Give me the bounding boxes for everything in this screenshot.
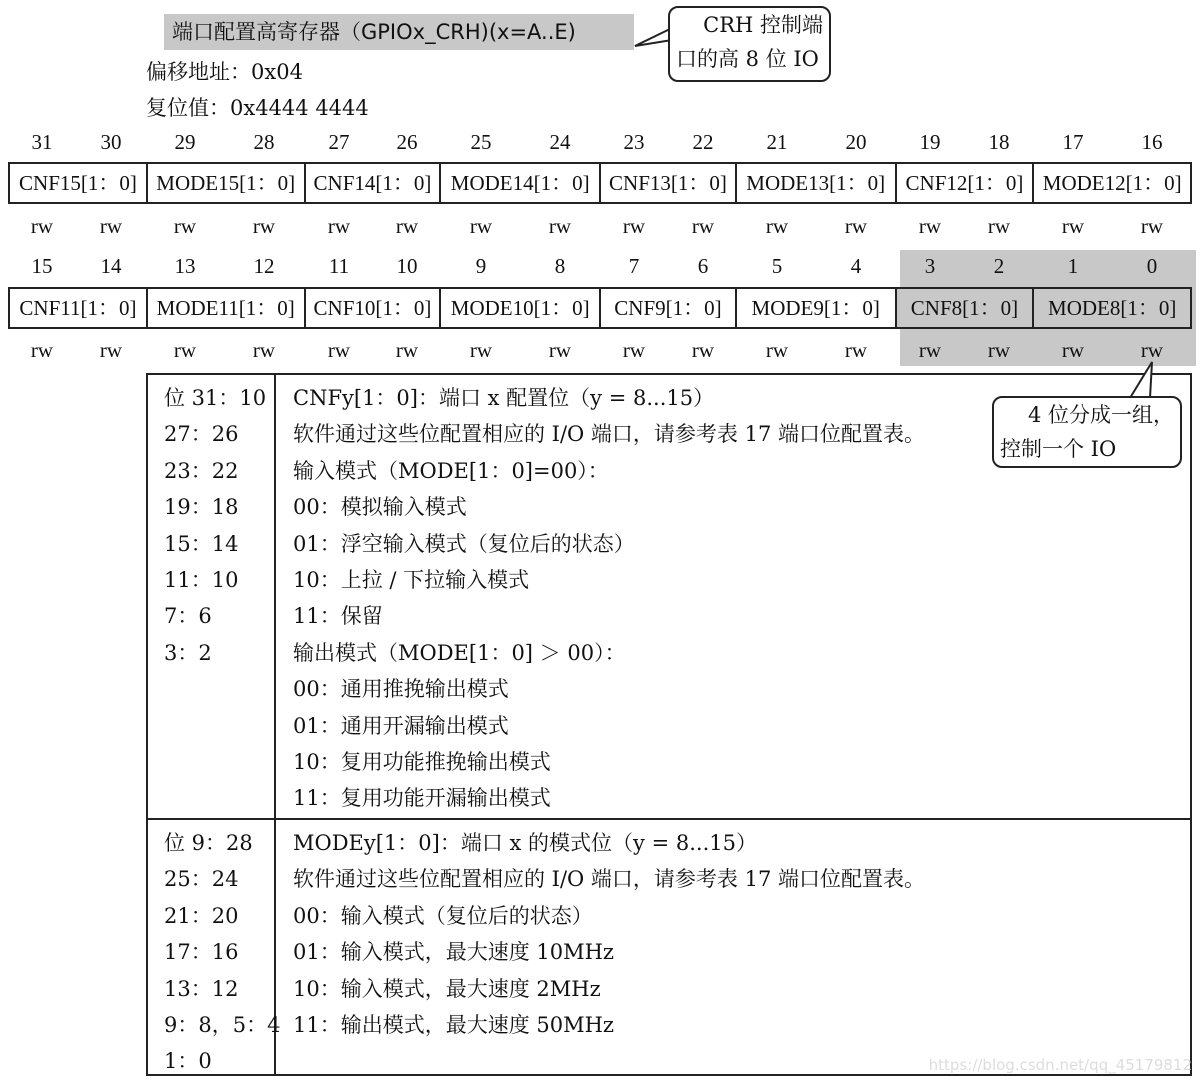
access-rw: rw xyxy=(469,214,493,238)
bit-number: 26 xyxy=(396,130,418,154)
description-line: 10：上拉 / 下拉输入模式 xyxy=(293,567,530,592)
register-field: MODE9[1：0] xyxy=(737,289,897,327)
bit-range: 9：8，5：4 xyxy=(164,1012,281,1037)
bit-number: 27 xyxy=(328,130,350,154)
bit-range: 11：10 xyxy=(164,567,239,592)
access-rw: rw xyxy=(548,214,572,238)
callout-line: 4 位分成一组， xyxy=(1027,403,1174,427)
access-rw: rw xyxy=(469,338,493,362)
bit-number: 22 xyxy=(692,130,714,154)
bit-number: 2 xyxy=(993,254,1005,278)
access-rw: rw xyxy=(844,338,868,362)
bit-range: 1：0 xyxy=(164,1049,212,1074)
bit-number: 31 xyxy=(31,130,53,154)
bit-number: 4 xyxy=(850,254,862,278)
mode-section xyxy=(148,820,1190,1074)
register-field: MODE11[1：0] xyxy=(148,289,306,327)
callout-group xyxy=(992,396,1182,468)
bit-number: 14 xyxy=(100,254,122,278)
access-rw: rw xyxy=(395,214,419,238)
access-rw: rw xyxy=(548,338,572,362)
access-rw: rw xyxy=(918,214,942,238)
access-rw: rw xyxy=(1140,214,1164,238)
bit-number: 15 xyxy=(31,254,53,278)
description-line: 00：输入模式（复位后的状态） xyxy=(293,903,593,928)
bit-range: 13：12 xyxy=(164,976,239,1001)
callout-line: 控制一个 IO xyxy=(1000,437,1117,461)
bit-number: 7 xyxy=(628,254,640,278)
bit-range: 19：18 xyxy=(164,495,239,520)
description-line: 00：模拟输入模式 xyxy=(293,495,467,520)
description-line: CNFy[1：0]：端口 x 配置位（y = 8...15） xyxy=(293,386,715,410)
access-rw: rw xyxy=(252,214,276,238)
bit-number: 17 xyxy=(1062,130,1084,154)
description-line: 11：输出模式，最大速度 50MHz xyxy=(293,1012,614,1037)
access-rw: rw xyxy=(327,214,351,238)
bit-number: 10 xyxy=(396,254,418,278)
access-rw: rw xyxy=(252,338,276,362)
callout-line: CRH 控制端 xyxy=(703,13,823,37)
bit-number: 19 xyxy=(919,130,941,154)
description-line: 软件通过这些位配置相应的 I/O 端口，请参考表 17 端口位配置表。 xyxy=(293,422,926,447)
register-row-high xyxy=(8,162,1192,204)
register-field: MODE10[1：0] xyxy=(441,289,601,327)
bit-range: 7：6 xyxy=(164,604,212,629)
bit-number: 6 xyxy=(697,254,709,278)
access-rw: rw xyxy=(1061,338,1085,362)
register-field: MODE12[1：0] xyxy=(1042,171,1182,195)
bit-number: 29 xyxy=(174,130,196,154)
register-field: CNF8[1：0] xyxy=(897,289,1035,327)
bit-range: 15：14 xyxy=(164,531,239,556)
bit-range: 17：16 xyxy=(164,940,239,965)
description-line: 01：浮空输入模式（复位后的状态） xyxy=(293,531,635,556)
bit-number: 13 xyxy=(174,254,196,278)
access-rw: rw xyxy=(1140,338,1164,362)
bit-number: 9 xyxy=(475,254,487,278)
bit-number: 12 xyxy=(253,254,275,278)
access-rw: rw xyxy=(765,214,789,238)
bit-range: 位 31：10 xyxy=(164,386,267,410)
description-line: 11：保留 xyxy=(293,604,383,629)
register-field: MODE14[1：0] xyxy=(441,164,601,202)
access-rw: rw xyxy=(691,338,715,362)
register-field: CNF13[1：0] xyxy=(601,164,737,202)
bit-range: 23：22 xyxy=(164,458,239,483)
bit-number: 8 xyxy=(554,254,566,278)
access-rw: rw xyxy=(987,214,1011,238)
access-rw: rw xyxy=(622,338,646,362)
description-line: 10：输入模式，最大速度 2MHz xyxy=(293,976,601,1001)
bit-number: 24 xyxy=(549,130,571,154)
bit-range: 21：20 xyxy=(164,903,239,928)
bit-number: 30 xyxy=(100,130,122,154)
register-field: MODE15[1：0] xyxy=(148,164,306,202)
description-line: 01：通用开漏输出模式 xyxy=(293,713,509,738)
access-rw: rw xyxy=(173,214,197,238)
register-field: CNF15[1：0] xyxy=(10,164,148,202)
register-field: CNF11[1：0] xyxy=(10,289,148,327)
bit-number: 18 xyxy=(988,130,1010,154)
offset-address: 偏移地址：0x04 xyxy=(146,60,303,84)
register-title: 端口配置高寄存器（GPIOx_CRH)(x=A..E) xyxy=(164,14,634,50)
description-table xyxy=(146,373,1192,1076)
description-line: MODEy[1：0]：端口 x 的模式位（y = 8...15） xyxy=(293,831,757,855)
bit-number: 20 xyxy=(845,130,867,154)
bit-number: 1 xyxy=(1067,254,1079,278)
access-rw: rw xyxy=(395,338,419,362)
access-rw: rw xyxy=(30,214,54,238)
access-rw: rw xyxy=(1061,214,1085,238)
access-rw: rw xyxy=(622,214,646,238)
register-row-low xyxy=(8,287,1192,329)
access-rw: rw xyxy=(918,338,942,362)
bit-number: 0 xyxy=(1146,254,1158,278)
register-field: MODE13[1：0] xyxy=(737,164,897,202)
bit-number: 23 xyxy=(623,130,645,154)
callout-pointer xyxy=(1110,360,1170,400)
access-rw: rw xyxy=(987,338,1011,362)
bit-number: 25 xyxy=(470,130,492,154)
description-line: 00：通用推挽输出模式 xyxy=(293,677,509,702)
access-rw: rw xyxy=(765,338,789,362)
description-line: 01：输入模式，最大速度 10MHz xyxy=(293,940,614,965)
bit-number: 21 xyxy=(766,130,788,154)
bit-number: 3 xyxy=(924,254,936,278)
register-field: CNF10[1：0] xyxy=(306,289,442,327)
bit-number: 5 xyxy=(771,254,783,278)
bit-range: 位 9：28 xyxy=(164,831,253,855)
bit-number: 11 xyxy=(328,254,350,278)
description-line: 11：复用功能开漏输出模式 xyxy=(293,786,551,811)
access-rw: rw xyxy=(327,338,351,362)
register-field: CNF9[1：0] xyxy=(601,289,737,327)
access-rw: rw xyxy=(30,338,54,362)
bit-range: 25：24 xyxy=(164,867,239,892)
access-rw: rw xyxy=(173,338,197,362)
description-line: 输出模式（MODE[1：0] ＞ 00）： xyxy=(293,640,626,665)
register-field: MODE8[1：0] xyxy=(1034,289,1190,327)
access-rw: rw xyxy=(99,214,123,238)
register-field: CNF14[1：0] xyxy=(306,164,442,202)
access-rw: rw xyxy=(691,214,715,238)
callout-line: 口的高 8 位 IO xyxy=(676,47,819,71)
access-rw: rw xyxy=(844,214,868,238)
access-rw: rw xyxy=(99,338,123,362)
description-line: 输入模式（MODE[1：0]=00）： xyxy=(293,458,609,483)
watermark: https://blog.csdn.net/qq_45179812 xyxy=(928,1056,1192,1074)
register-field: CNF12[1：0] xyxy=(897,164,1035,202)
bit-number: 16 xyxy=(1141,130,1163,154)
description-line: 软件通过这些位配置相应的 I/O 端口，请参考表 17 端口位配置表。 xyxy=(293,867,926,892)
bit-range: 3：2 xyxy=(164,640,212,665)
reset-value: 复位值：0x4444 4444 xyxy=(146,96,369,120)
callout-crh xyxy=(668,6,831,82)
bit-range: 27：26 xyxy=(164,422,239,447)
bit-number: 28 xyxy=(253,130,275,154)
description-line: 10：复用功能推挽输出模式 xyxy=(293,749,551,774)
